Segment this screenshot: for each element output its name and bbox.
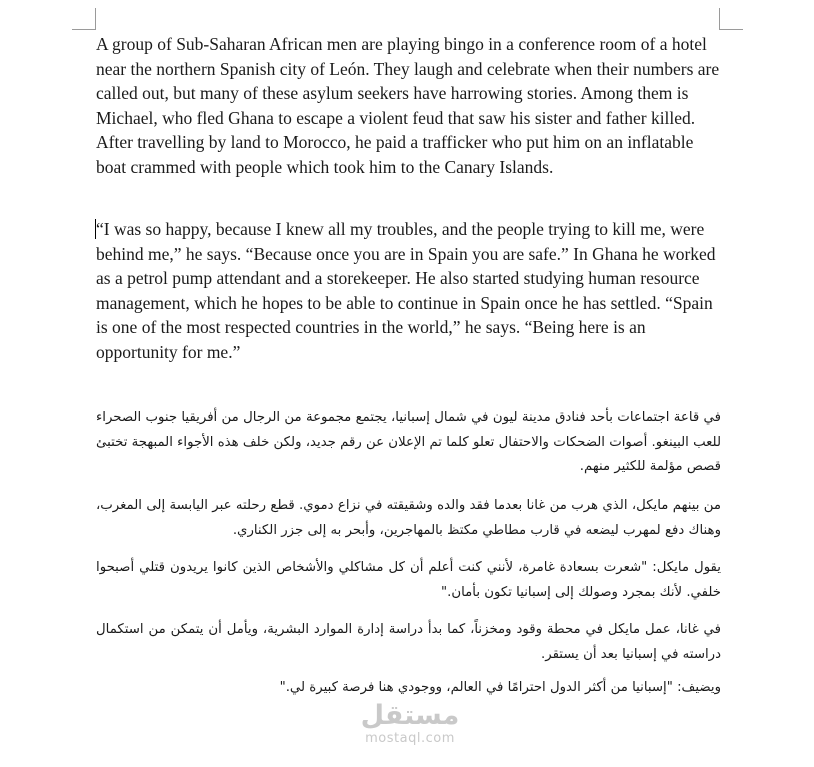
english-paragraph-2[interactable]: “I was so happy, because I knew all my troubles, and the people trying to kill me, were behind me,” he says. “Because once you are in Spain you are safe.” In Ghana he worked as a petrol pump attendant and a storekeeper. He also started studying human resource management, which he hopes to be able to continue in Spain once he has settled. “Spain is one of the most respected countries in the world,” he says. “Being here is an opportunity for me.” [96, 219, 716, 362]
arabic-paragraph-4[interactable]: في غانا، عمل مايكل في محطة وقود ومخزناً، كما بدأ دراسة إدارة الموارد البشرية، ويأمل أن يتمكن من استكمال دراسته في إسبانيا بعد أن يستقر. [96, 622, 721, 662]
crop-mark-top-left-vertical [95, 8, 96, 30]
arabic-paragraph-3[interactable]: يقول مايكل: "شعرت بسعادة غامرة، لأنني كنت أعلم أن كل مشاكلي والأشخاص الذين كانوا يريدون قتلي أصبحوا خلفي. لأنك بمجرد وصولك إلى إسبانيا تكون بأمان." [96, 560, 721, 600]
crop-mark-top-left-horizontal [72, 29, 95, 30]
arabic-paragraph-1[interactable]: في قاعة اجتماعات بأحد فنادق مدينة ليون في شمال إسبانيا، يجتمع مجموعة من الرجال من أفريقيا جنوب الصحراء للعب البينغو. أصوات الضحكات والاحتفال تعلو كلما تم الإعلان عن رقم جديد، ولكن خلف هذه الأجواء المبهجة تختبئ قصص مؤلمة للكثير منهم. [96, 410, 721, 474]
english-paragraph-1[interactable]: A group of Sub-Saharan African men are playing bingo in a conference room of a hotel near the northern Spanish city of León. They laugh and celebrate when their numbers are called out, but many of these asylum seekers have harrowing stories. Among them is Michael, who fled Ghana to escape a violent feud that saw his sister and father killed. After travelling by land to Morocco, he paid a trafficker who put him on an inflatable boat crammed with people which took him to the Canary Islands. [96, 34, 720, 177]
crop-mark-top-right-horizontal [719, 29, 743, 30]
watermark-logo [355, 700, 465, 746]
arabic-paragraph-2[interactable]: من بينهم مايكل، الذي هرب من غانا بعدما فقد والده وشقيقته في نزاع دموي. قطع رحلته عبر اليابسة إلى المغرب، وهناك دفع لمهرب ليضعه في قارب مطاطي مكتظ بالمهاجرين، وأبحر به إلى جزر الكناري. [96, 498, 721, 538]
arabic-paragraph-5[interactable]: ويضيف: "إسبانيا من أكثر الدول احترامًا في العالم، ووجودي هنا فرصة كبيرة لي." [279, 680, 721, 695]
watermark-arabic-text: مستقل [360, 700, 460, 731]
watermark-latin-text: mostaql.com [365, 731, 455, 746]
crop-mark-top-right-vertical [719, 8, 720, 30]
